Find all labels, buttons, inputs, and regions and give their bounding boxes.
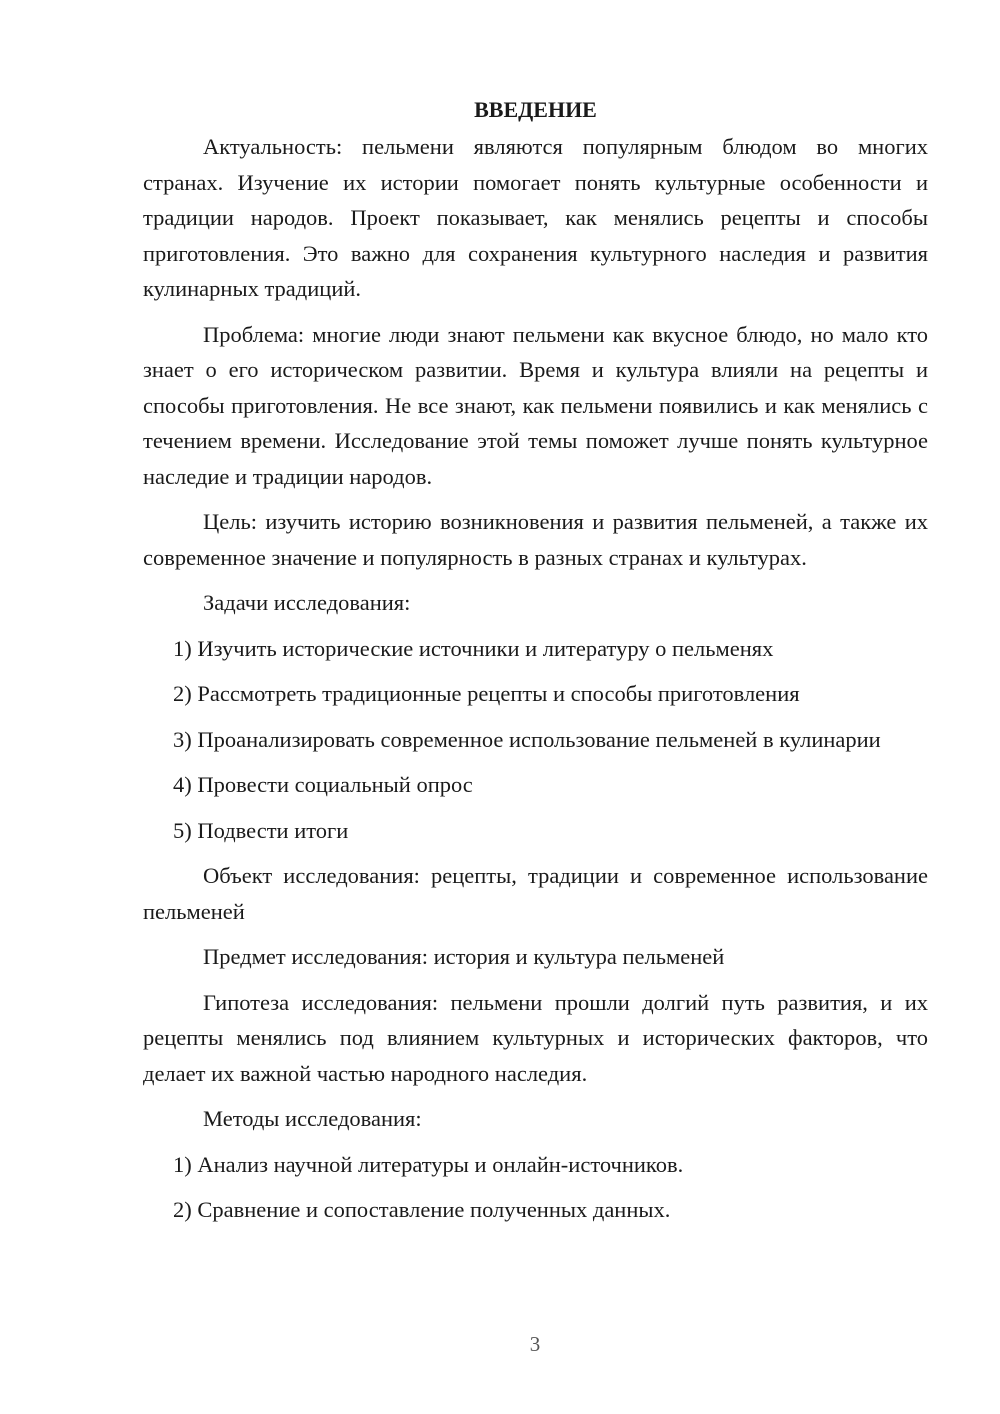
- task-item-4: 4) Провести социальный опрос: [173, 772, 473, 797]
- relevance-paragraph: Актуальность: пельмени являются популярным блюдом во многих странах. Изучение их истории помогает понять культурные особенности и традиции народов. Проект показывает, как менялись рецепты и способы приготовления. Это важно для сохранения культурного наследия и развития кулинарных традиций.: [143, 134, 928, 301]
- methods-heading: Методы исследования:: [203, 1106, 422, 1131]
- subject-paragraph: Предмет исследования: история и культура пельменей: [203, 944, 725, 969]
- hypothesis-paragraph: Гипотеза исследования: пельмени прошли долгий путь развития, и их рецепты менялись под влиянием культурных и исторических факторов, что делает их важной частью народного наследия.: [143, 989, 928, 1086]
- problem-paragraph: Проблема: многие люди знают пельмени как вкусное блюдо, но мало кто знает о его историческом развитии. Время и культура влияли на рецепты и способы приготовления. Не все знают, как пельмени появились и как менялись с течением времени. Исследование этой темы поможет лучше понять культурное наследие и традиции народов.: [143, 321, 928, 489]
- task-item-5: 5) Подвести итоги: [173, 817, 349, 843]
- method-item-1: 1) Анализ научной литературы и онлайн-источников.: [173, 1151, 684, 1177]
- task-item-2: 2) Рассмотреть традиционные рецепты и способы приготовления: [173, 681, 800, 706]
- tasks-heading: Задачи исследования:: [203, 590, 411, 615]
- object-paragraph: Объект исследования: рецепты, традиции и современное использование пельменей: [143, 863, 928, 924]
- task-item-1: 1) Изучить исторические источники и литературу о пельменях: [173, 635, 774, 661]
- method-item-2: 2) Сравнение и сопоставление полученных данных.: [173, 1197, 671, 1222]
- section-title: ВВЕДЕНИЕ: [474, 97, 597, 122]
- task-item-3: 3) Проанализировать современное использование пельменей в кулинарии: [173, 726, 881, 752]
- page-number: 3: [529, 1332, 541, 1356]
- page-content: [143, 92, 928, 1238]
- goal-paragraph: Цель: изучить историю возникновения и развития пельменей, а также их современное значение и популярность в разных странах и культурах.: [143, 509, 928, 570]
